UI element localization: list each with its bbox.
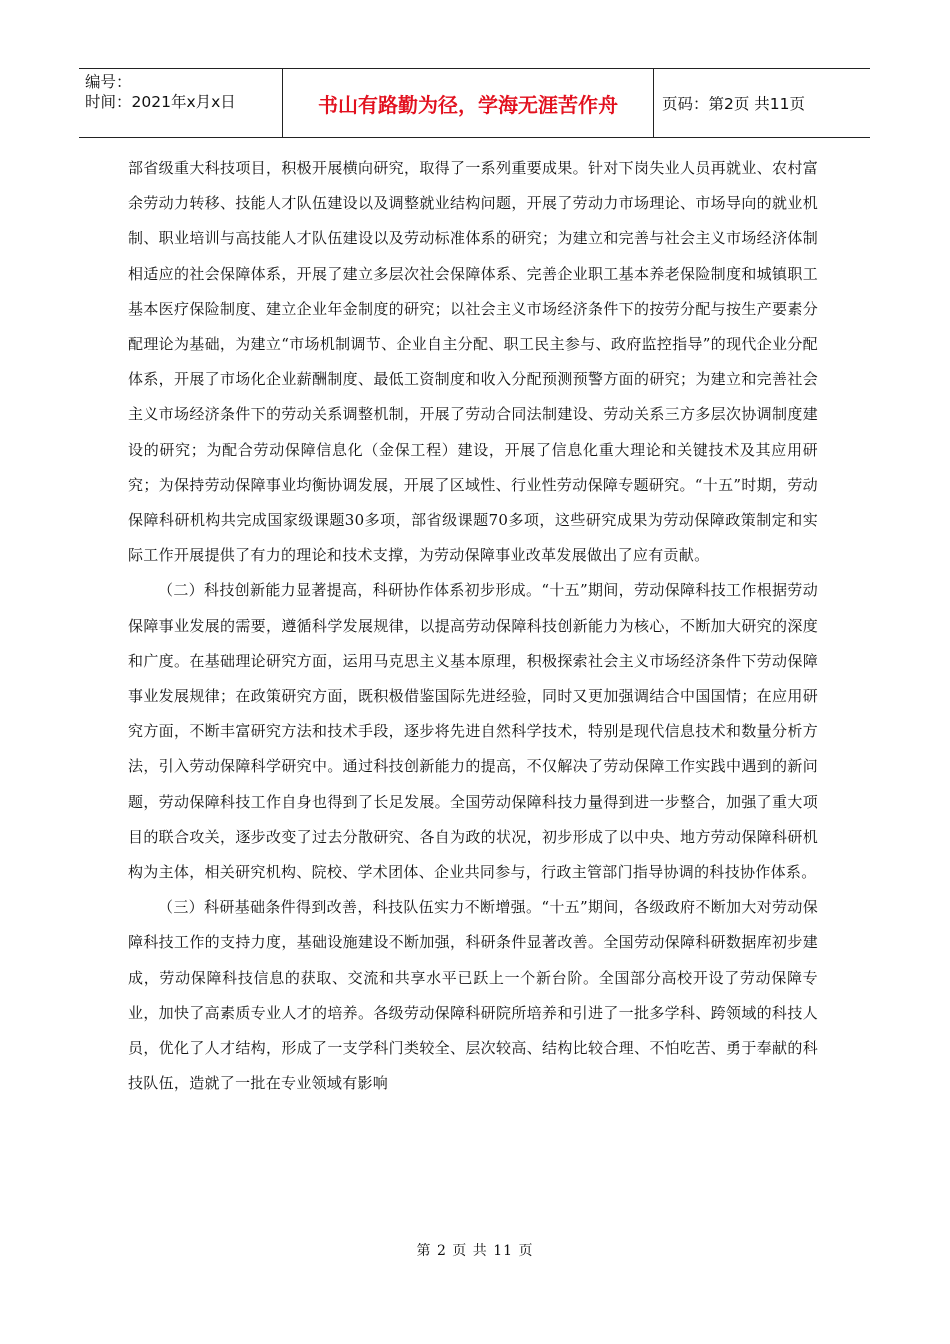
document-body (128, 151, 818, 1101)
header-meta (79, 69, 282, 137)
page-footer: 第 2 页 共 11 页 (416, 1243, 534, 1259)
header-page-info: 页码：第2页 共11页 (662, 95, 806, 113)
paragraph-continuation: 部省级重大科技项目，积极开展横向研究，取得了一系列重要成果。针对下岗失业人员再就业、农村富余劳动力转移、技能人才队伍建设以及调整就业结构问题，开展了劳动力市场理论、市场导向的就业机制、职业培训与高技能人才队伍建设以及劳动标准体系的研究；为建立和完善与社会主义市场经济体制相适应的社会保障体系，开展了建立多层次社会保障体系、完善企业职工基本养老保险制度和城镇职工基本医疗保险制度、建立企业年金制度的研究；以社会主义市场经济条件下的按劳分配与按生产要素分配理论为基础，为建立“市场机制调节、企业自主分配、职工民主参与、政府监控指导”的现代企业分配体系，开展了市场化企业薪酬制度、最低工资制度和收入分配预测预警方面的研究；为建立和完善社会主义市场经济条件下的劳动关系调整机制，开展了劳动合同法制建设、劳动关系三方多层次协调制度建设的研究；为配合劳动保障信息化（金保工程）建设，开展了信息化重大理论和关键技术及其应用研究；为保持劳动保障事业均衡协调发展，开展了区域性、行业性劳动保障专题研究。“十五”时期，劳动保障科研机构共完成国家级课题30多项，部省级课题70多项，这些研究成果为劳动保障政策制定和实际工作开展提供了有力的理论和技术支撑，为劳动保障事业改革发展做出了应有贡献。 (128, 159, 818, 565)
header-motto: 书山有路勤为径，学海无涯苦作舟 (282, 69, 654, 137)
page-header (79, 68, 870, 138)
paragraph-section-2: （二）科技创新能力显著提高，科研协作体系初步形成。“十五”期间，劳动保障科技工作根据劳动保障事业发展的需要，遵循科学发展规律，以提高劳动保障科技创新能力为核心，不断加大研究的深度和广度。在基础理论研究方面，运用马克思主义基本原理，积极探索社会主义市场经济条件下劳动保障事业发展规律；在政策研究方面，既积极借鉴国际先进经验，同时又更加强调结合中国国情；在应用研究方面，不断丰富研究方法和技术手段，逐步将先进自然科学技术，特别是现代信息技术和数量分析方法，引入劳动保障科学研究中。通过科技创新能力的提高，不仅解决了劳动保障工作实践中遇到的新问题，劳动保障科技工作自身也得到了长足发展。全国劳动保障科技力量得到进一步整合，加强了重大项目的联合攻关，逐步改变了过去分散研究、各自为政的状况，初步形成了以中央、地方劳动保障科研机构为主体，相关研究机构、院校、学术团体、企业共同参与，行政主管部门指导协调的科技协作体系。 (128, 581, 818, 882)
date-label: 时间：2021年x月x日 (85, 93, 236, 111)
number-label: 编号： (85, 73, 132, 91)
paragraph-section-3: （三）科研基础条件得到改善，科技队伍实力不断增强。“十五”期间，各级政府不断加大对劳动保障科技工作的支持力度，基础设施建设不断加强，科研条件显著改善。全国劳动保障科研数据库初步建成，劳动保障科技信息的获取、交流和共享水平已跃上一个新台阶。全国部分高校开设了劳动保障专业，加快了高素质专业人才的培养。各级劳动保障科研院所培养和引进了一批多学科、跨领域的科技人员，优化了人才结构，形成了一支学科门类较全、层次较高、结构比较合理、不怕吃苦、勇于奉献的科技队伍，造就了一批在专业领域有影响 (128, 898, 818, 1093)
